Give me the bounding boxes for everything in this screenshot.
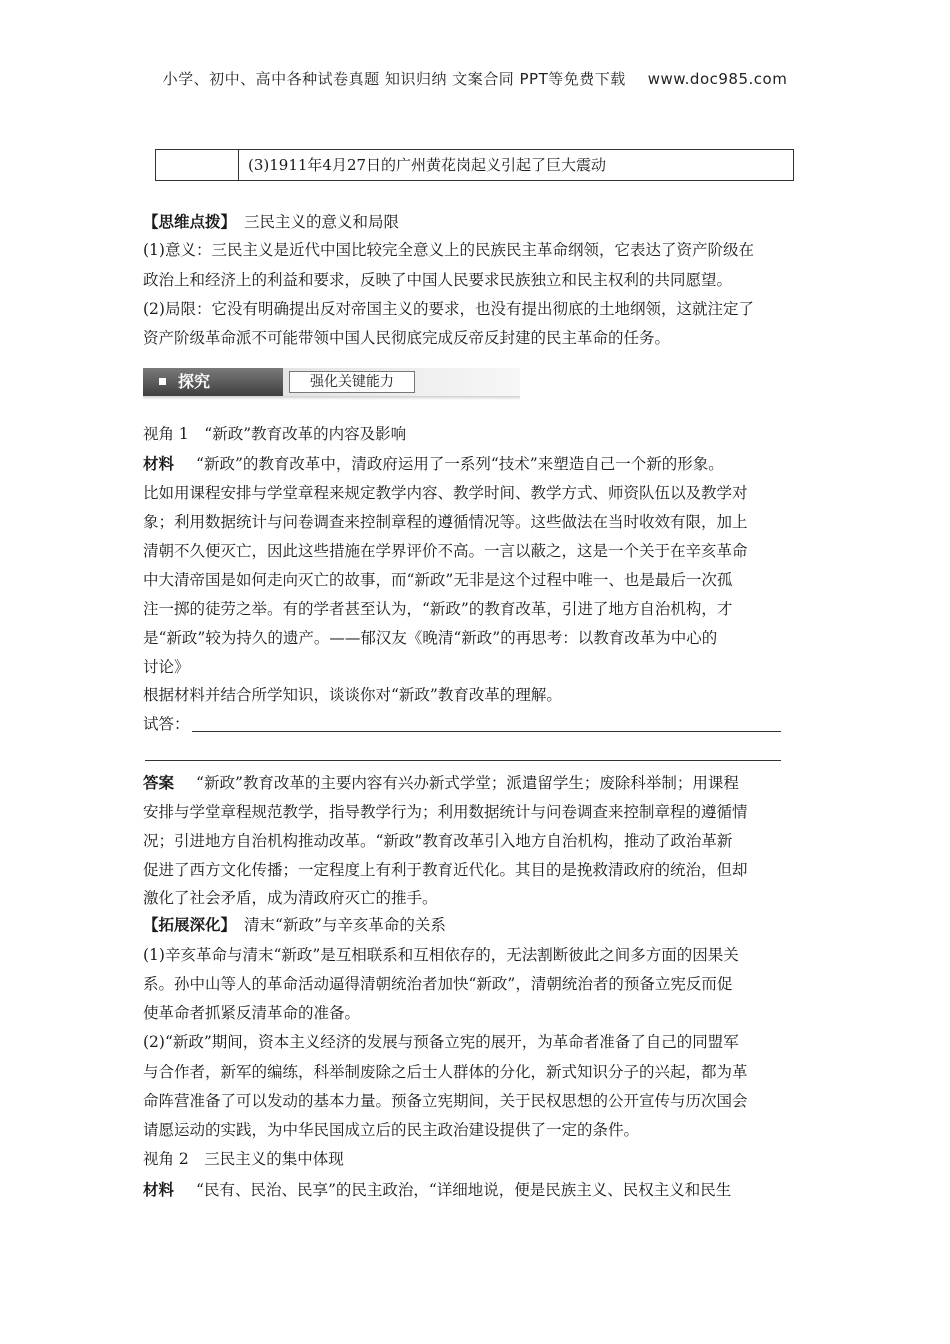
answer-label: 答案 <box>143 773 175 792</box>
extension-line: 请愿运动的实践，为中华民国成立后的民主政治建设提供了一定的条件。 <box>143 1121 640 1139</box>
top-table <box>155 149 794 181</box>
thinking-line: (2)局限：它没有明确提出反对帝国主义的要求，也没有提出彻底的土地纲领，这就注定了 <box>143 300 754 318</box>
banner-title: 探究 <box>178 372 211 391</box>
thinking-line: 资产阶级革命派不可能带领中国人民彻底完成反帝反封建的民主革命的任务。 <box>143 329 671 347</box>
page-header <box>0 68 950 89</box>
extension-line: 命阵营准备了可以发动的基本力量。预备立宪期间，关于民权思想的公开宣传与历次国会 <box>143 1092 748 1110</box>
header-site: www.doc985.com <box>647 70 788 88</box>
extension-line: (2)“新政”期间，资本主义经济的发展与预备立宪的展开，为革命者准备了自己的同盟军 <box>143 1033 739 1051</box>
answer-line: 激化了社会矛盾，成为清政府灭亡的推手。 <box>143 889 438 907</box>
answer-line: 促进了西方文化传播；一定程度上有利于教育近代化。其目的是挽救清政府的统治，但却 <box>143 861 748 879</box>
section-banner <box>143 368 520 400</box>
header-text: 小学、初中、高中各种试卷真题 知识归纳 文案合同 PPT等免费下载 <box>162 70 626 88</box>
thinking-label: 【思维点拨】 <box>143 212 237 231</box>
banner-title-block <box>143 368 283 396</box>
view2-title: 视角 2 三民主义的集中体现 <box>143 1150 344 1168</box>
view1-material-line: 清朝不久便灭亡，因此这些措施在学界评价不高。一言以蔽之，这是一个关于在辛亥革命 <box>143 542 748 560</box>
view1-question: 根据材料并结合所学知识，谈谈你对“新政”教育改革的理解。 <box>143 686 562 704</box>
answer-input-line[interactable] <box>145 760 781 761</box>
table-empty-cell <box>156 150 239 180</box>
answer-line: 答案 “新政”教育改革的主要内容有兴办新式学堂；派遣留学生；废除科举制；用课程 <box>143 773 739 792</box>
answer-input-line[interactable] <box>192 731 781 732</box>
thinking-line: 政治上和经济上的利益和要求，反映了中国人民要求民族独立和民主权利的共同愿望。 <box>143 271 733 289</box>
view2-material-line: 材料 “民有、民治、民享”的民主政治，“详细地说，便是民族主义、民权主义和民生 <box>143 1180 732 1199</box>
material-label: 材料 <box>143 454 175 473</box>
view1-material-line: 讨论》 <box>143 658 190 676</box>
table-row-text: (3)1911年4月27日的广州黄花岗起义引起了巨大震动 <box>248 156 607 174</box>
view1-material-line: 象；利用数据统计与问卷调查来控制章程的遵循情况等。这些做法在当时收效有限，加上 <box>143 513 748 531</box>
material-label: 材料 <box>143 1180 175 1199</box>
banner-subtitle: 强化关键能力 <box>289 371 415 393</box>
extension-heading <box>143 915 446 935</box>
extension-title: 清末“新政”与辛亥革命的关系 <box>244 916 446 934</box>
view1-title: 视角 1 “新政”教育改革的内容及影响 <box>143 425 407 443</box>
thinking-heading <box>143 212 399 232</box>
thinking-title: 三民主义的意义和局限 <box>244 213 400 231</box>
thinking-line: (1)意义：三民主义是近代中国比较完全意义上的民族民主革命纲领，它表达了资产阶级在 <box>143 241 754 259</box>
extension-line: (1)辛亥革命与清末“新政”是互相联系和互相依存的，无法割断彼此之间多方面的因果关 <box>143 946 739 964</box>
extension-line: 与合作者，新军的编练，科举制废除之后士人群体的分化，新式知识分子的兴起，都为革 <box>143 1063 748 1081</box>
answer-line: 安排与学堂章程规范教学，指导教学行为；利用数据统计与问卷调查来控制章程的遵循情 <box>143 803 748 821</box>
answer-line: 况；引进地方自治机构推动改革。“新政”教育改革引入地方自治机构，推动了政治革新 <box>143 832 733 850</box>
view1-material-line: 是“新政”较为持久的遗产。——郁汉友《晚清“新政”的再思考：以教育改革为中心的 <box>143 629 718 647</box>
square-bullet-icon <box>159 378 166 385</box>
extension-label: 【拓展深化】 <box>143 915 237 934</box>
view1-material-line: 比如用课程安排与学堂章程来规定教学内容、教学时间、教学方式、师资队伍以及教学对 <box>143 484 748 502</box>
extension-line: 系。孙中山等人的革命活动逼得清朝统治者加快“新政”，清朝统治者的预备立宪反而促 <box>143 975 733 993</box>
answer-prompt: 试答： <box>143 715 190 733</box>
extension-line: 使革命者抓紧反清革命的准备。 <box>143 1004 361 1022</box>
view1-material-line: 材料 “新政”的教育改革中，清政府运用了一系列“技术”来塑造自己一个新的形象。 <box>143 454 724 473</box>
view1-material-line: 注一掷的徒劳之举。有的学者甚至认为，“新政”的教育改革，引进了地方自治机构，才 <box>143 600 733 618</box>
view1-material-line: 中大清帝国是如何走向灭亡的故事，而“新政”无非是这个过程中唯一、也是最后一次孤 <box>143 571 733 589</box>
